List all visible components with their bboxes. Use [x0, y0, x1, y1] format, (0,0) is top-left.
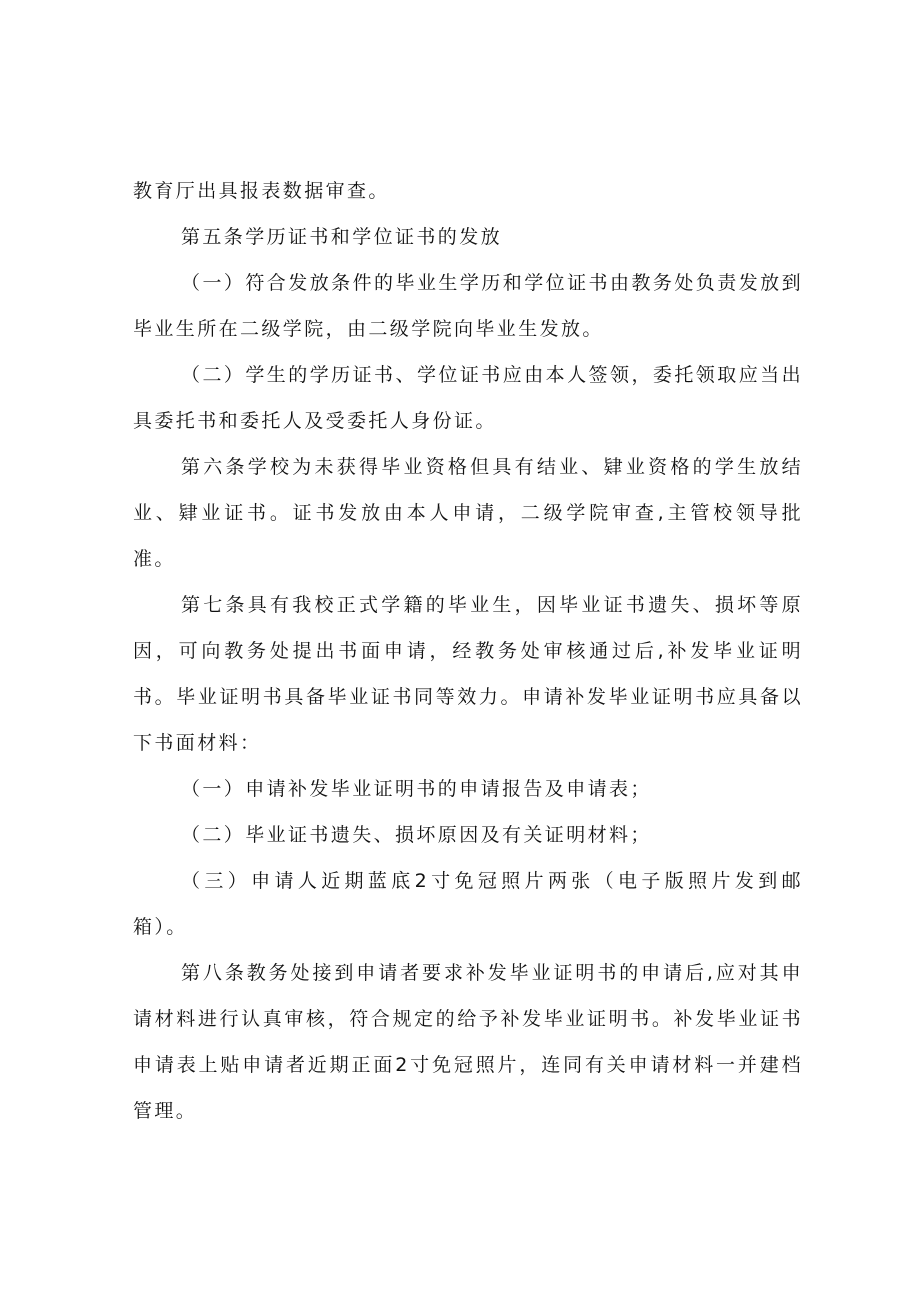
- article-7-item-2: （二）毕业证书遗失、损坏原因及有关证明材料；: [181, 824, 652, 846]
- article-7-item-1: （一）申请补发毕业证明书的申请报告及申请表；: [181, 778, 652, 800]
- article-7-item-3: （三）申请人近期蓝底2寸免冠照片两张（电子版照片发到邮箱）。: [133, 870, 803, 938]
- paragraph-continuation: 教育厅出具报表数据审查。: [133, 180, 390, 202]
- document-body: [133, 168, 803, 1134]
- article-5-item-2: （二）学生的学历证书、学位证书应由本人签领，委托领取应当出具委托书和委托人及受委托人身份证。: [133, 364, 803, 432]
- article-5-heading: 第五条学历证书和学位证书的发放: [181, 226, 503, 248]
- article-6-paragraph: 第六条学校为未获得毕业资格但具有结业、肄业资格的学生放结业、肄业证书。证书发放由本人申请，二级学院审查,主管校领导批准。: [133, 456, 803, 570]
- article-5-item-1: （一）符合发放条件的毕业生学历和学位证书由教务处负责发放到毕业生所在二级学院，由二级学院向毕业生发放。: [133, 272, 803, 340]
- article-8-paragraph: 第八条教务处接到申请者要求补发毕业证明书的申请后,应对其申请材料进行认真审核，符合规定的给予补发毕业证明书。补发毕业证书申请表上贴申请者近期正面2寸免冠照片，连同有关申请材料一并建档管理。: [133, 962, 803, 1122]
- article-7-paragraph: 第七条具有我校正式学籍的毕业生，因毕业证书遗失、损坏等原因，可向教务处提出书面申请，经教务处审核通过后,补发毕业证明书。毕业证明书具备毕业证书同等效力。申请补发毕业证明书应具备以下书面材料：: [133, 594, 803, 754]
